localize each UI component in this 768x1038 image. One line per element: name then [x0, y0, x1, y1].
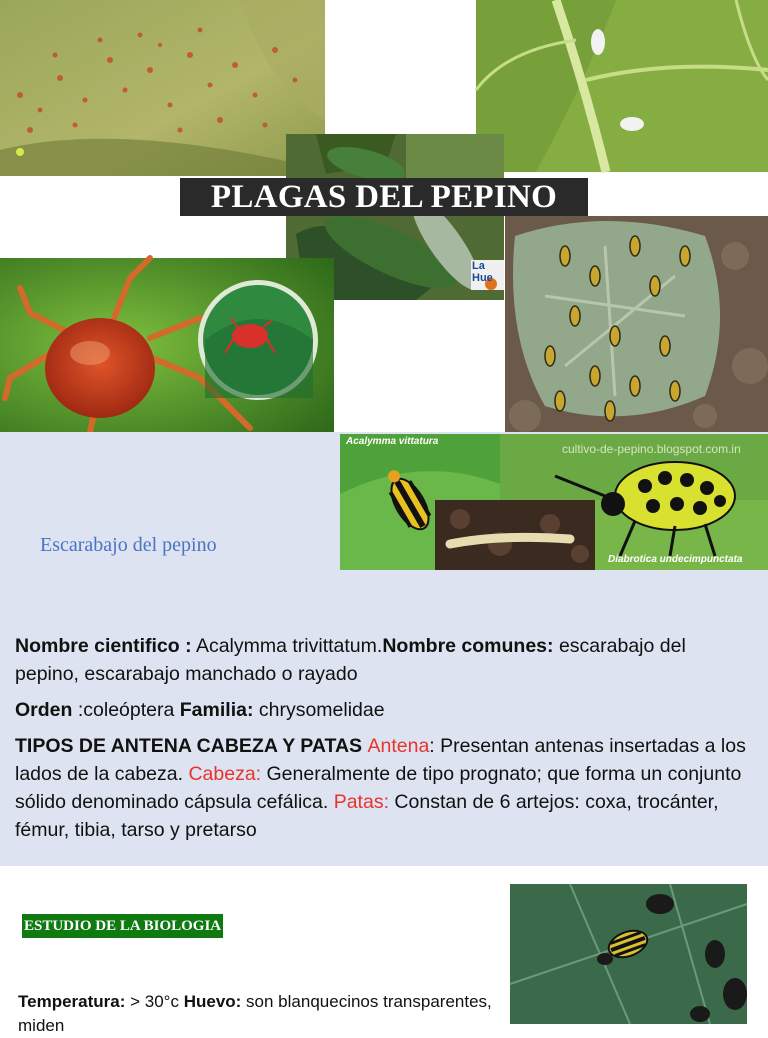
value-nombre-cientifico: Acalymma trivittatum.: [191, 635, 383, 657]
collage-label-bottom: Diabrotica undecimpunctata: [608, 554, 743, 565]
paragraph-nombres: [15, 632, 755, 688]
label-orden: Orden: [15, 699, 73, 721]
text-patas: Constan de 6 artejos: coxa, trocánter, fémur, tibia, tarso y pretarso: [15, 791, 719, 841]
text-antena: : Presentan antenas insertadas a los lados de la cabeza.: [15, 735, 746, 785]
text-huevo: son blanquecinos transparentes, miden: [18, 992, 492, 1035]
paragraph-temperatura: [18, 990, 498, 1035]
value-nombre-comunes: escarabajo del pepino, escarabajo manchado o rayado: [15, 635, 686, 685]
striped-beetles-image: [505, 216, 768, 432]
photo-beetle-damaged-leaf: [510, 884, 747, 1024]
collage-label-top: cultivo-de-pepino.blogspot.com.in: [562, 442, 741, 456]
value-familia: chrysomelidae: [253, 699, 385, 721]
value-temperatura: > 30°c: [125, 992, 184, 1011]
section-label-escarabajo: Escarabajo del pepino: [40, 534, 217, 556]
photo-whitefly-leaf: [476, 0, 768, 172]
label-temperatura: Temperatura:: [18, 992, 126, 1011]
label-nombre-comunes: Nombre comunes:: [382, 635, 554, 657]
label-huevo: Huevo:: [183, 992, 242, 1011]
photo-red-spider-mite: [0, 258, 334, 432]
whitefly-image: [476, 0, 768, 172]
photo-beetles-collage: [340, 434, 768, 570]
red-mite-image: [0, 258, 334, 432]
label-antena: Antena: [367, 735, 430, 757]
label-patas: Patas:: [333, 791, 389, 813]
damaged-leaf-image: [510, 884, 747, 1024]
value-orden: :coleóptera: [72, 699, 180, 721]
watermark-text: La Hue: [472, 260, 493, 284]
photo-striped-beetles: [505, 216, 768, 432]
heading-tipos: TIPOS DE ANTENA CABEZA Y PATAS: [15, 735, 368, 757]
section-label-estudio: ESTUDIO DE LA BIOLOGIA: [22, 914, 223, 938]
page-title: PLAGAS DEL PEPINO: [180, 178, 588, 216]
label-familia: Familia:: [179, 699, 254, 721]
label-cabeza: Cabeza:: [188, 763, 262, 785]
label-nombre-cientifico: Nombre cientifico :: [15, 635, 192, 657]
mite-colony-image: [0, 0, 325, 176]
paragraph-orden: [15, 696, 755, 724]
collage-label-left: Acalymma vittatura: [346, 436, 439, 447]
text-cabeza: Generalmente de tipo prognato; que forma un conjunto sólido denominado cápsula cefálica.: [15, 763, 742, 813]
photo-spider-mite-colony: [0, 0, 325, 176]
paragraph-tipos: [15, 732, 755, 866]
